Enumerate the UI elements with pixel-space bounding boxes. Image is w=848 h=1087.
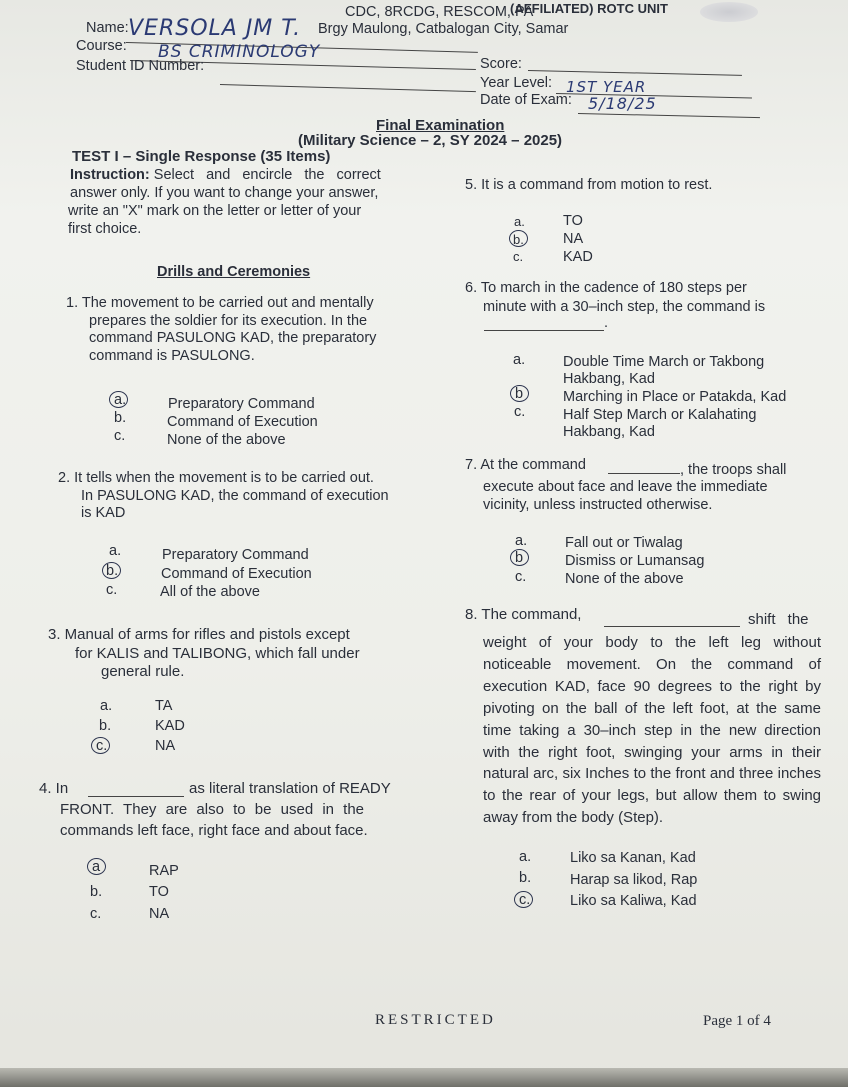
q4-a-letter: a	[92, 859, 101, 875]
q6-c-letter: c.	[514, 404, 526, 420]
q7-c-letter: c.	[515, 569, 527, 585]
course-value: BS CRIMINOLOGY	[158, 42, 321, 62]
q3-option-a[interactable]: TA	[155, 698, 173, 714]
q4-option-b[interactable]: TO	[149, 884, 169, 900]
q4-b-letter: b.	[90, 884, 103, 900]
q6-option-c-2[interactable]: Hakbang, Kad	[563, 424, 655, 440]
q1-b-letter: b.	[114, 410, 127, 426]
address-line: Brgy Maulong, Catbalogan City, Samar	[318, 21, 569, 37]
q7-b-letter: b	[515, 550, 524, 566]
q6-a-letter: a.	[513, 352, 526, 368]
student-id-label: Student ID Number:	[76, 58, 205, 74]
q7-blank	[608, 473, 680, 474]
year-value: 1ST YEAR	[566, 78, 647, 96]
q3-option-b[interactable]: KAD	[155, 718, 185, 734]
q5-b-letter: b.	[513, 232, 524, 247]
exam-title: Final Examination	[376, 117, 505, 134]
q5-c-letter: c.	[513, 249, 524, 264]
q8-body: weight of your body to the left leg without noticeable movement. On the command of execution KAD, face 90 degrees to the right by pivoting on the ball of the left foot, at the same time taking a 30–inch step in the new direction with the right foot, swinging your arms in their natural arc, six Inches to the front and three inches to the rear of your legs, but allow them to swing away from the body (Step).	[483, 634, 821, 827]
table-edge	[0, 1068, 848, 1087]
q3-line-3: general rule.	[101, 663, 185, 680]
q3-line-2: for KALIS and TALIBONG, which fall under	[75, 645, 360, 662]
instruction-line-2: answer only. If you want to change your answer,	[70, 185, 379, 201]
instruction-line-3: write an "X" mark on the letter or letter of your	[68, 203, 362, 219]
unit-line: (AFFILIATED) ROTC UNIT	[510, 1, 668, 16]
q1-option-c[interactable]: None of the above	[167, 432, 286, 448]
test-heading: TEST I – Single Response (35 Items)	[72, 148, 331, 165]
year-label: Year Level:	[480, 75, 553, 91]
section-heading: Drills and Ceremonies	[157, 264, 311, 280]
q8-line-1a: 8. The command,	[465, 606, 582, 623]
q2-a-letter: a.	[109, 543, 122, 559]
q1-line-4: command is PASULONG.	[89, 348, 255, 364]
exam-subtitle: (Military Science – 2, SY 2024 – 2025)	[298, 132, 563, 149]
q6-line-1: 6. To march in the cadence of 180 steps per	[465, 280, 747, 296]
q3-c-letter: c.	[96, 738, 108, 754]
q4-option-c[interactable]: NA	[149, 906, 170, 922]
q4-line-2: FRONT. They are also to be used in the	[60, 801, 365, 818]
q3-b-letter: b.	[99, 718, 112, 734]
org-line: CDC, 8RCDG, RESCOM, PA	[345, 4, 534, 20]
q8-blank	[604, 626, 740, 627]
q1-option-a[interactable]: Preparatory Command	[168, 396, 315, 412]
name-label: Name:	[86, 20, 129, 36]
q2-option-a[interactable]: Preparatory Command	[162, 547, 309, 563]
q1-line-2: prepares the soldier for its execution. In the	[89, 313, 368, 329]
q3-a-letter: a.	[100, 698, 113, 714]
instruction-line-1: Select and encircle the correct	[153, 167, 381, 183]
q7-line-1b: , the troops shall	[680, 462, 787, 478]
q4-line-3: commands left face, right face and about face.	[60, 822, 368, 839]
q8-a-letter: a.	[519, 849, 532, 865]
q4-line-1b: as literal translation of READY	[189, 780, 391, 797]
q4-blank	[88, 796, 184, 797]
q6-line-2: minute with a 30–inch step, the command is	[483, 299, 766, 315]
score-label: Score:	[480, 56, 522, 72]
q2-line-3: is KAD	[81, 505, 126, 521]
q8-option-b[interactable]: Harap sa likod, Rap	[570, 872, 698, 888]
q6-option-a-2[interactable]: Hakbang, Kad	[563, 371, 655, 387]
q7-line-1a: 7. At the command	[465, 457, 586, 473]
q5-option-b[interactable]: NA	[563, 231, 584, 247]
q5-option-a[interactable]: TO	[563, 213, 583, 229]
q6-option-a-1[interactable]: Double Time March or Takbong	[563, 354, 765, 370]
q4-c-letter: c.	[90, 906, 102, 922]
q3-option-c[interactable]: NA	[155, 738, 176, 754]
q6-blank	[484, 330, 604, 331]
course-label: Course:	[76, 38, 127, 54]
q6-option-b[interactable]: Marching in Place or Patakda, Kad	[563, 389, 787, 405]
unit-seal-icon	[700, 2, 758, 22]
instruction-label: Instruction:	[70, 167, 150, 183]
name-value: VERSOLA JM T.	[128, 16, 302, 41]
q7-line-2: execute about face and leave the immediate	[483, 479, 768, 495]
q7-a-letter: a.	[515, 533, 528, 549]
q8-b-letter: b.	[519, 870, 532, 886]
q2-b-letter: b.	[106, 563, 119, 579]
q4-line-1a: 4. In	[39, 780, 69, 797]
q7-line-3: vicinity, unless instructed otherwise.	[483, 497, 713, 513]
q7-option-a[interactable]: Fall out or Tiwalag	[565, 535, 683, 551]
q2-c-letter: c.	[106, 582, 118, 598]
q8-c-letter: c.	[519, 892, 531, 908]
q5-option-c[interactable]: KAD	[563, 249, 593, 265]
page-number: Page 1 of 4	[703, 1013, 771, 1029]
q1-line-3: command PASULONG KAD, the preparatory	[89, 330, 377, 346]
q2-option-b[interactable]: Command of Execution	[161, 566, 312, 582]
q3-line-1: 3. Manual of arms for rifles and pistols except	[48, 626, 350, 643]
q5-a-letter: a.	[514, 214, 525, 229]
q6-line-3: .	[604, 315, 609, 331]
q4-option-a[interactable]: RAP	[149, 863, 179, 879]
q5-line-1: 5. It is a command from motion to rest.	[465, 177, 713, 193]
q1-line-1: 1. The movement to be carried out and mentally	[66, 295, 374, 311]
q2-line-2: In PASULONG KAD, the command of execution	[81, 488, 389, 504]
q2-option-c[interactable]: All of the above	[160, 584, 260, 600]
q8-option-a[interactable]: Liko sa Kanan, Kad	[570, 850, 696, 866]
q6-b-letter: b	[515, 386, 524, 402]
q8-option-c[interactable]: Liko sa Kaliwa, Kad	[570, 893, 697, 909]
q7-option-c[interactable]: None of the above	[565, 571, 684, 587]
q1-option-b[interactable]: Command of Execution	[167, 414, 318, 430]
q1-c-letter: c.	[114, 428, 126, 444]
instruction-line-4: first choice.	[68, 221, 142, 237]
q7-option-b[interactable]: Dismiss or Lumansag	[565, 553, 705, 569]
q2-line-1: 2. It tells when the movement is to be carried out.	[58, 470, 374, 486]
date-value: 5/18/25	[588, 94, 657, 113]
restricted-label: RESTRICTED	[375, 1012, 496, 1028]
date-label: Date of Exam:	[480, 92, 572, 108]
q6-option-c-1[interactable]: Half Step March or Kalahating	[563, 407, 757, 423]
q8-line-1b: shift the	[748, 611, 809, 628]
q1-a-letter: a.	[114, 392, 127, 408]
